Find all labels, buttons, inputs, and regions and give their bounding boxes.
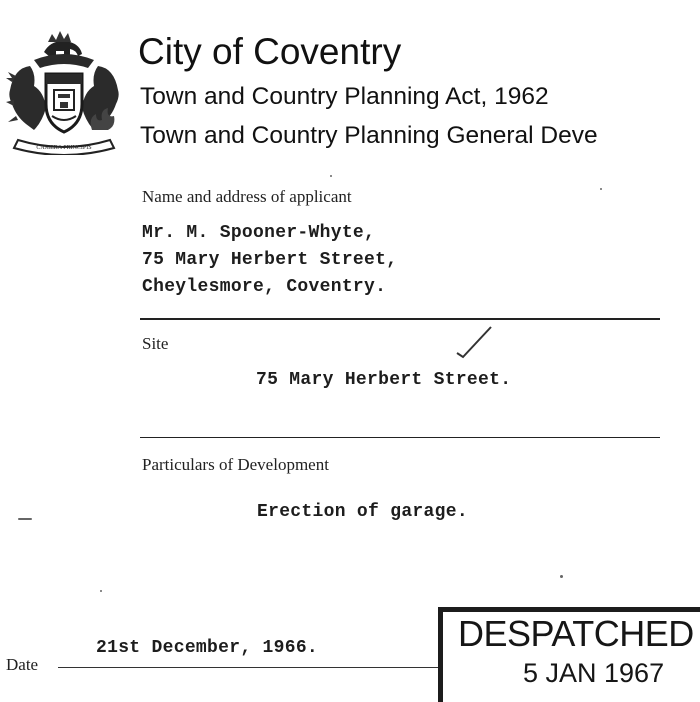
coat-of-arms-icon [4, 30, 124, 155]
stamp-title: DESPATCHED [458, 613, 694, 654]
site-value: 75 Mary Herbert Street. [256, 370, 512, 390]
order-title: Town and Country Planning General Deve [140, 122, 598, 149]
development-label: Particulars of Development [142, 455, 329, 474]
site-label: Site [142, 334, 169, 353]
applicant-address-line-1: 75 Mary Herbert Street, [142, 250, 398, 270]
scan-speck [600, 188, 602, 190]
development-value: Erection of garage. [257, 502, 468, 522]
scan-speck [330, 175, 332, 177]
applicant-address-line-2: Cheylesmore, Coventry. [142, 277, 387, 297]
check-mark-icon [455, 325, 495, 359]
date-value: 21st December, 1966. [96, 638, 319, 658]
scan-speck [100, 590, 102, 592]
scan-speck [560, 575, 563, 578]
act-title: Town and Country Planning Act, 1962 [140, 83, 549, 110]
page-title: City of Coventry [138, 31, 402, 72]
divider [140, 318, 660, 320]
stamp-date: 5 JAN 1967 [523, 658, 665, 688]
applicant-label: Name and address of applicant [142, 187, 352, 206]
scan-speck [18, 518, 32, 520]
crest-motto: CAMERA PRINCIPIS [36, 145, 92, 151]
date-label: Date [6, 655, 39, 674]
divider [140, 437, 660, 438]
date-underline [58, 667, 440, 668]
applicant-name: Mr. M. Spooner-Whyte, [142, 223, 376, 243]
